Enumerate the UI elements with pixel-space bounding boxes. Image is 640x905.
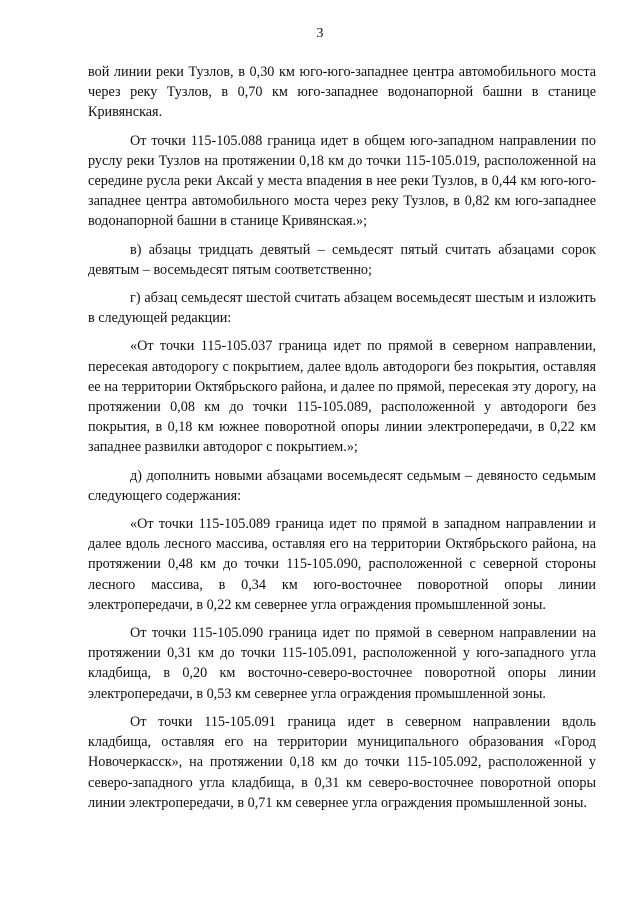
page-number: 3 — [316, 26, 324, 41]
paragraph-5: «От точки 115-105.037 граница идет по прямой в северном направлении, пересекая автодорогу с покрытием, далее вдоль автодороги без покрытия, оставляя ее на территории Октябрьского района, и далее по прямой, пересекая эту дорогу, на протяжении 0,08 км до точки 115-105.089, расположенной у автодороги без покрытия, в 0,18 км южнее поворотной опоры линии электропередачи, в 0,22 км западнее развилки автодорог с покрытием.»; — [88, 338, 596, 456]
paragraph-8: От точки 115-105.090 граница идет по прямой в северном направлении на протяжении 0,31 км до точки 115-105.091, расположенной у юго-западного угла кладбища, в 0,20 км восточно-северо-восточнее поворотной опоры линии электропередачи, в 0,53 км севернее угла ограждения промышленной зоны. — [88, 625, 596, 702]
paragraph-1: вой линии реки Тузлов, в 0,30 км юго-юго-западнее центра автомобильного моста через реку Тузлов, в 0,70 км юго-западнее водонапорной башни в станице Кривянская. — [88, 64, 596, 121]
paragraph-6: д) дополнить новыми абзацами восемьдесят седьмым – девяносто седьмым следующего содержания: — [88, 467, 596, 504]
paragraph-7: «От точки 115-105.089 граница идет по прямой в западном направлении и далее вдоль лесного массива, оставляя его на территории Октябрьского района, на протяжении 0,48 км до точки 115-105.090, расположенной с северной стороны лесного массива, в 0,34 км юго-восточнее поворотной опоры линии электропередачи, в 0,22 км севернее угла ограждения промышленной зоны. — [88, 516, 596, 613]
paragraph-9: От точки 115-105.091 граница идет в северном направлении вдоль кладбища, оставляя его на территории муниципального образования «Город Новочеркасск», на протяжении 0,18 км до точки 115-105.092, расположенной у северо-западного угла кладбища, в 0,31 км северо-восточнее поворотной опоры линии электропередачи, в 0,71 км севернее угла ограждения промышленной зоны. — [88, 713, 596, 811]
paragraph-2: От точки 115-105.088 граница идет в общем юго-западном направлении по руслу реки Тузлов на протяжении 0,18 км до точки 115-105.019, расположенной на середине русла реки Аксай у места впадения в нее реки Тузлов, в 0,44 км юго-юго-западнее центра автомобильного моста через реку Тузлов, в 0,82 км юго-западнее водонапорной башни в станице Кривянская.»; — [88, 132, 596, 230]
paragraph-3: в) абзацы тридцать девятый – семьдесят пятый считать абзацами сорок девятым – восемьдесят пятым соответственно; — [88, 241, 596, 278]
document-body — [88, 62, 596, 821]
paragraph-4: г) абзац семьдесят шестой считать абзацем восемьдесят шестым и изложить в следующей редакции: — [88, 290, 596, 327]
